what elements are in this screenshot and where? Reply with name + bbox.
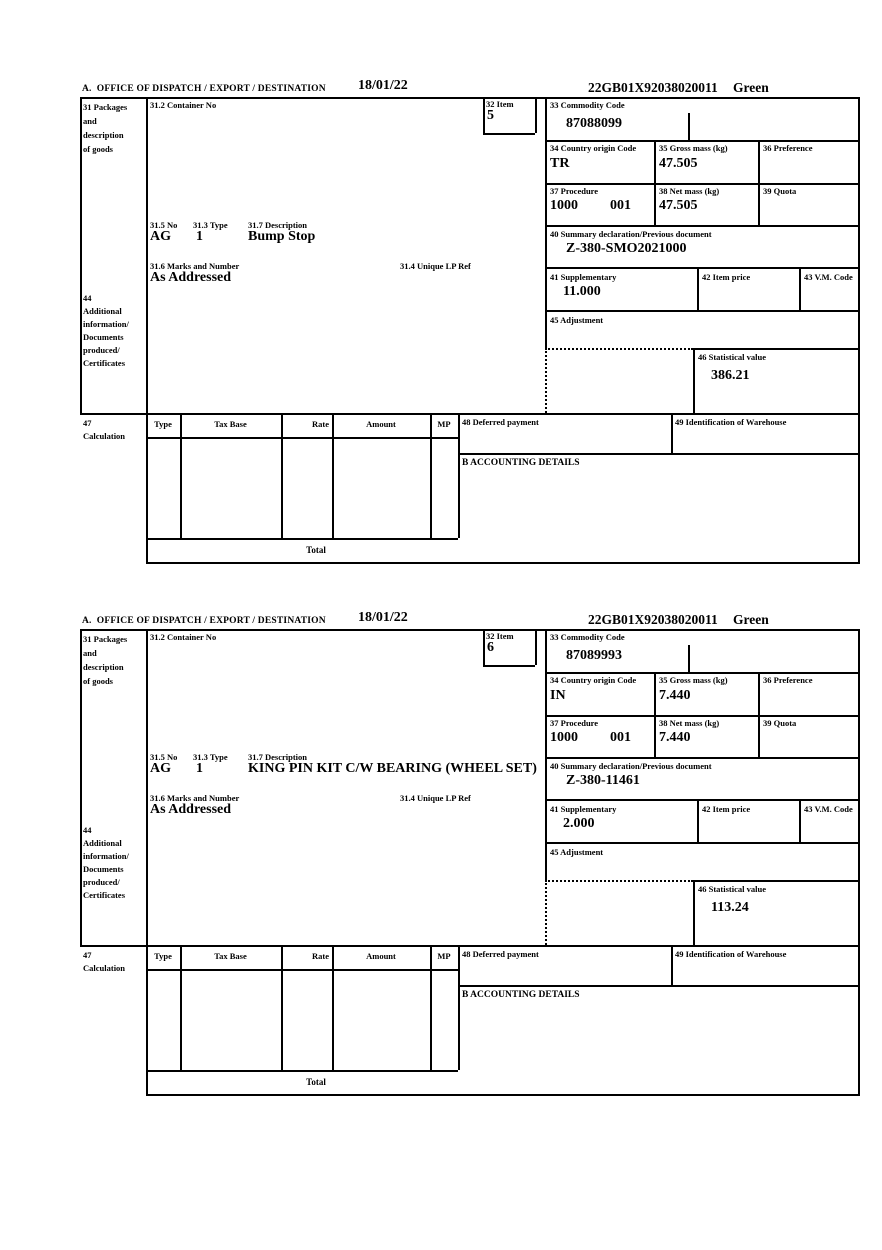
grid-line — [458, 945, 460, 1070]
package-no-value: AG — [150, 761, 171, 776]
grid-line — [483, 133, 535, 135]
country-origin-value: TR — [550, 156, 570, 171]
box47-label-line: 47 — [83, 950, 92, 960]
mrn-reference: 22GB01X92038020011 — [588, 80, 718, 95]
grid-line — [654, 140, 656, 225]
grid-line — [535, 629, 537, 665]
box44-label — [83, 292, 129, 370]
statistical-value: 386.21 — [711, 368, 750, 383]
box47-label — [83, 949, 125, 975]
grid-line — [545, 225, 860, 227]
description-label: 31.7 Description — [248, 752, 308, 762]
item-form-grid — [80, 97, 860, 562]
item-price-label: 42 Item price — [702, 272, 751, 282]
grid-line — [693, 348, 860, 350]
block-header — [80, 612, 862, 629]
grid-line — [80, 97, 82, 413]
quota-label: 39 Quota — [763, 186, 797, 196]
vm-code-label: 43 V.M. Code — [804, 804, 853, 814]
deferred-payment-label: 48 Deferred payment — [462, 949, 539, 959]
grid-line — [483, 665, 535, 667]
description-value: KING PIN KIT C/W BEARING (WHEEL SET) — [248, 761, 537, 776]
box47-label — [83, 417, 125, 443]
marks-label: 31.6 Marks and Number — [150, 793, 240, 803]
grid-line — [146, 538, 458, 540]
col-type-header: Type — [154, 951, 172, 961]
commodity-code-divider — [688, 113, 690, 140]
grid-line — [80, 945, 860, 947]
commodity-code-divider — [688, 645, 690, 672]
grid-line — [758, 672, 760, 757]
grid-line — [281, 945, 283, 1070]
grid-line — [799, 799, 801, 842]
grid-line — [146, 1094, 860, 1096]
declaration-date: 18/01/22 — [358, 78, 408, 93]
grid-line — [545, 267, 860, 269]
item-number-value: 6 — [487, 640, 494, 655]
box44-label-line: Additional — [83, 306, 122, 316]
grid-line — [281, 413, 283, 538]
grid-line — [758, 140, 760, 225]
grid-line — [697, 799, 699, 842]
description-label: 31.7 Description — [248, 220, 308, 230]
col-amount-header: Amount — [366, 419, 396, 429]
grid-line — [80, 97, 860, 99]
grid-line — [693, 880, 695, 945]
grid-line — [545, 757, 860, 759]
commodity-code-label: 33 Commodity Code — [550, 632, 625, 642]
box44-label-line: Additional — [83, 838, 122, 848]
grid-line — [671, 413, 673, 453]
grid-line — [146, 437, 458, 439]
grid-line — [671, 945, 673, 985]
item-number-value: 5 — [487, 108, 494, 123]
grid-line — [430, 413, 432, 538]
marks-label: 31.6 Marks and Number — [150, 261, 240, 271]
net-mass-value: 7.440 — [659, 730, 691, 745]
country-origin-label: 34 Country origin Code — [550, 675, 637, 685]
grid-line — [545, 842, 860, 844]
box44-label-line: Documents — [83, 864, 124, 874]
grid-line — [858, 629, 860, 1094]
grid-line — [146, 629, 148, 1094]
description-value: Bump Stop — [248, 229, 316, 244]
gross-mass-value: 47.505 — [659, 156, 698, 171]
container-no-label: 31.2 Container No — [150, 100, 217, 110]
box31-label-line: 31 Packages — [83, 102, 128, 112]
box31-label-line: of goods — [83, 676, 113, 686]
grid-line — [80, 629, 82, 945]
deferred-payment-label: 48 Deferred payment — [462, 417, 539, 427]
grid-line — [146, 562, 860, 564]
gross-mass-value: 7.440 — [659, 688, 691, 703]
box31-label — [83, 632, 127, 688]
routing-status: Green — [733, 612, 769, 627]
box31-label-line: 31 Packages — [83, 634, 128, 644]
supplementary-label: 41 Supplementary — [550, 272, 617, 282]
col-tax-base-header: Tax Base — [214, 951, 247, 961]
grid-line — [430, 945, 432, 1070]
box44-label — [83, 824, 129, 902]
marks-value: As Addressed — [150, 802, 232, 817]
item-box-label: 32 Item — [486, 631, 514, 641]
office-of-dispatch-label: A. OFFICE OF DISPATCH / EXPORT / DESTINATION — [82, 84, 326, 94]
col-rate-header: Rate — [312, 951, 329, 961]
quota-label: 39 Quota — [763, 718, 797, 728]
item-box-label: 32 Item — [486, 99, 514, 109]
commodity-code-value: 87089993 — [566, 648, 622, 663]
grid-line — [545, 715, 860, 717]
country-origin-label: 34 Country origin Code — [550, 143, 637, 153]
accounting-details-label: B ACCOUNTING DETAILS — [462, 458, 580, 468]
preference-label: 36 Preference — [763, 675, 813, 685]
dotted-line — [545, 348, 547, 413]
grid-line — [458, 413, 460, 538]
commodity-code-label: 33 Commodity Code — [550, 100, 625, 110]
country-origin-value: IN — [550, 688, 566, 703]
grid-line — [80, 629, 860, 631]
grid-line — [535, 97, 537, 133]
box44-label-line: information/ — [83, 851, 129, 861]
statistical-value-label: 46 Statistical value — [698, 884, 766, 894]
accounting-details-label: B ACCOUNTING DETAILS — [462, 990, 580, 1000]
grid-line — [180, 945, 182, 1070]
box44-label-line: produced/ — [83, 345, 120, 355]
grid-line — [80, 413, 860, 415]
grid-line — [483, 97, 485, 133]
grid-line — [545, 629, 547, 880]
box31-label-line: of goods — [83, 144, 113, 154]
vm-code-label: 43 V.M. Code — [804, 272, 853, 282]
grid-line — [483, 629, 485, 665]
routing-status: Green — [733, 80, 769, 95]
grid-line — [545, 310, 860, 312]
previous-document-value: Z-380-11461 — [566, 773, 640, 788]
grid-line — [545, 672, 860, 674]
grid-line — [146, 969, 458, 971]
net-mass-label: 38 Net mass (kg) — [659, 186, 720, 196]
net-mass-label: 38 Net mass (kg) — [659, 718, 720, 728]
grid-line — [332, 413, 334, 538]
supplementary-label: 41 Supplementary — [550, 804, 617, 814]
grid-line — [697, 267, 699, 310]
box44-label-line: produced/ — [83, 877, 120, 887]
commodity-code-value: 87088099 — [566, 116, 622, 131]
box47-label-line: 47 — [83, 418, 92, 428]
procedure-label: 37 Procedure — [550, 718, 599, 728]
grid-line — [545, 97, 547, 348]
box31-label-line: description — [83, 662, 124, 672]
adjustment-label: 45 Adjustment — [550, 315, 604, 325]
grid-line — [654, 672, 656, 757]
grid-line — [693, 880, 860, 882]
container-no-label: 31.2 Container No — [150, 632, 217, 642]
dotted-line — [545, 880, 547, 945]
box31-label-line: description — [83, 130, 124, 140]
grid-line — [799, 267, 801, 310]
supplementary-value: 2.000 — [563, 816, 595, 831]
package-type-label: 31.3 Type — [193, 220, 228, 230]
grid-line — [693, 348, 695, 413]
procedure-value: 1000 — [550, 730, 578, 745]
grid-line — [332, 945, 334, 1070]
lp-ref-label: 31.4 Unique LP Ref — [400, 261, 471, 271]
grid-line — [146, 97, 148, 562]
declaration-block — [80, 80, 862, 562]
total-label: Total — [306, 545, 326, 555]
warehouse-id-label: 49 Identification of Warehouse — [675, 949, 787, 959]
box44-label-line: 44 — [83, 293, 92, 303]
mrn-reference: 22GB01X92038020011 — [588, 612, 718, 627]
box47-label-line: Calculation — [83, 963, 126, 973]
declaration-block — [80, 612, 862, 1094]
package-no-label: 31.5 No — [150, 752, 178, 762]
grid-line — [180, 413, 182, 538]
marks-value: As Addressed — [150, 270, 232, 285]
grid-line — [858, 97, 860, 562]
package-no-label: 31.5 No — [150, 220, 178, 230]
previous-document-label: 40 Summary declaration/Previous document — [550, 229, 712, 239]
col-type-header: Type — [154, 419, 172, 429]
box44-label-line: information/ — [83, 319, 129, 329]
col-rate-header: Rate — [312, 419, 329, 429]
net-mass-value: 47.505 — [659, 198, 698, 213]
grid-line — [146, 1070, 458, 1072]
gross-mass-label: 35 Gross mass (kg) — [659, 143, 728, 153]
grid-line — [458, 985, 860, 987]
statistical-value-label: 46 Statistical value — [698, 352, 766, 362]
package-no-value: AG — [150, 229, 171, 244]
grid-line — [545, 799, 860, 801]
dotted-line — [545, 880, 693, 882]
box31-label-line: and — [83, 648, 97, 658]
preference-label: 36 Preference — [763, 143, 813, 153]
col-tax-base-header: Tax Base — [214, 419, 247, 429]
gross-mass-label: 35 Gross mass (kg) — [659, 675, 728, 685]
box44-label-line: Certificates — [83, 358, 126, 368]
dotted-line — [545, 348, 693, 350]
grid-line — [458, 453, 860, 455]
item-form-grid — [80, 629, 860, 1094]
procedure-value-2: 001 — [610, 730, 631, 745]
box31-label — [83, 100, 127, 156]
adjustment-label: 45 Adjustment — [550, 847, 604, 857]
procedure-label: 37 Procedure — [550, 186, 599, 196]
previous-document-label: 40 Summary declaration/Previous document — [550, 761, 712, 771]
item-price-label: 42 Item price — [702, 804, 751, 814]
col-mp-header: MP — [437, 951, 451, 961]
col-amount-header: Amount — [366, 951, 396, 961]
office-of-dispatch-label: A. OFFICE OF DISPATCH / EXPORT / DESTINATION — [82, 616, 326, 626]
box47-label-line: Calculation — [83, 431, 126, 441]
warehouse-id-label: 49 Identification of Warehouse — [675, 417, 787, 427]
declaration-date: 18/01/22 — [358, 610, 408, 625]
box44-label-line: 44 — [83, 825, 92, 835]
package-type-label: 31.3 Type — [193, 752, 228, 762]
grid-line — [545, 140, 860, 142]
package-type-value: 1 — [196, 761, 203, 776]
total-label: Total — [306, 1077, 326, 1087]
supplementary-value: 11.000 — [563, 284, 601, 299]
box44-label-line: Certificates — [83, 890, 126, 900]
col-mp-header: MP — [437, 419, 451, 429]
previous-document-value: Z-380-SMO2021000 — [566, 241, 687, 256]
package-type-value: 1 — [196, 229, 203, 244]
grid-line — [545, 183, 860, 185]
procedure-value-2: 001 — [610, 198, 631, 213]
box44-label-line: Documents — [83, 332, 124, 342]
procedure-value: 1000 — [550, 198, 578, 213]
lp-ref-label: 31.4 Unique LP Ref — [400, 793, 471, 803]
box31-label-line: and — [83, 116, 97, 126]
statistical-value: 113.24 — [711, 900, 749, 915]
block-header — [80, 80, 862, 97]
